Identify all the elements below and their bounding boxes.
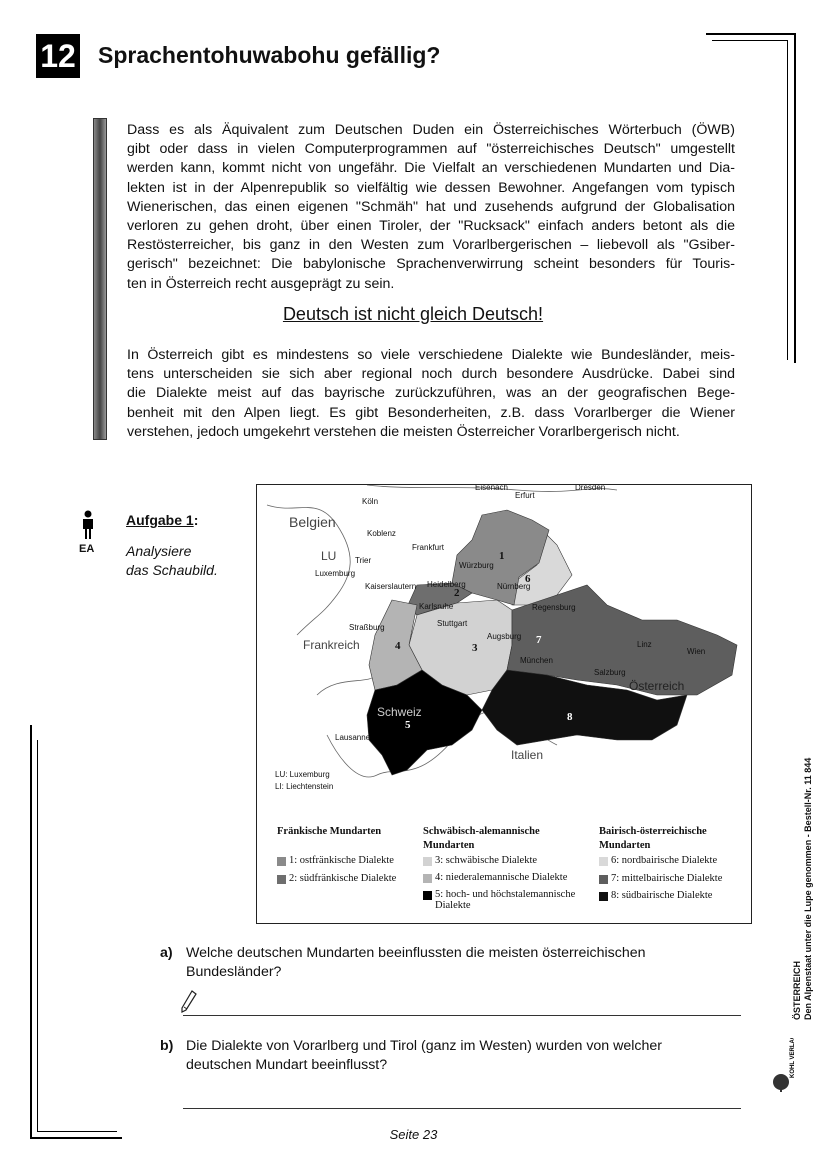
city-label: Straßburg xyxy=(349,623,385,632)
legend-item xyxy=(423,889,588,911)
country-label: Österreich xyxy=(629,679,685,693)
legend-item xyxy=(277,855,394,866)
city-label: Nürnberg xyxy=(497,582,531,591)
task-label-colon: : xyxy=(193,512,199,528)
city-label: München xyxy=(520,656,553,665)
city-label: Linz xyxy=(637,640,652,649)
legend-item xyxy=(423,855,537,866)
region-number: 7 xyxy=(536,634,542,646)
frame-bottom-left-v2 xyxy=(37,740,38,1132)
question-text-line-2: deutschen Mundart beeinflusst? xyxy=(186,1057,388,1073)
swatch xyxy=(423,891,432,900)
legend-text: 3: schwäbische Dialekte xyxy=(435,855,538,866)
text-line: gerisch" bezeichnet: Die babylonische Sprachenverwirrung scheint besonders für Touris- xyxy=(127,256,735,273)
page-title: Sprachentohuwabohu gefällig? xyxy=(98,42,441,68)
city-label: Koblenz xyxy=(367,529,396,538)
text-line: ten in Österreich recht ausgeprägt zu sein. xyxy=(127,275,395,292)
city-label: Köln xyxy=(362,497,379,506)
city-label: Wien xyxy=(687,647,706,656)
city-label: Eisenach xyxy=(475,484,508,492)
region-number: 4 xyxy=(395,640,401,652)
country-label: Belgien xyxy=(289,514,336,530)
city-label: Trier xyxy=(355,556,372,565)
frame-bottom-left-v1 xyxy=(30,725,32,1139)
question-letter: a) xyxy=(160,945,173,961)
abbreviation: LI: Liechtenstein xyxy=(275,782,334,791)
task-instruction-1: Analysiere xyxy=(126,543,192,559)
question-a xyxy=(160,944,646,982)
side-line-2: Den Alpenstaat unter die Lupe genommen - Bestell-Nr. 11 844 xyxy=(803,757,813,1020)
task-label-text: Aufgabe 1 xyxy=(126,512,194,528)
task-label xyxy=(126,512,198,528)
exercise-number: 12 xyxy=(36,34,80,78)
city-label: Frankfurt xyxy=(412,543,445,552)
frame-top-right-v2 xyxy=(787,40,788,360)
legend-text: 1: ostfränkische Dialekte xyxy=(289,855,394,866)
region-number: 5 xyxy=(405,719,411,731)
legend-text: 4: niederalemannische Dialekte xyxy=(435,872,568,883)
text-line: In Österreich gibt es mindestens so viele verschiedene Dialekte wie Bundesländer, meis- xyxy=(127,347,735,363)
text-line: Restösterreicher, bis ganz in den Westen zum Vorarlbergerischen – liebevoll als "Gsiber- xyxy=(127,237,735,254)
legend-text: 6: nordbairische Dialekte xyxy=(611,855,718,866)
city-label: Karlsruhe xyxy=(419,602,454,611)
task-instruction-2: das Schaubild. xyxy=(126,562,218,578)
dialect-map xyxy=(256,484,752,924)
text-line: benheit mit den Alpen liegt. Es gibt Besonderheiten, z.B. dass Vorarlberger die Wiener xyxy=(127,404,735,421)
text-line: Wienerischen, das einen eigenen "Schmäh" hat und zusehends aufgrund der Globalisation xyxy=(127,198,735,215)
text-line: tens unterscheiden sie sich aber regional noch durch besondere Ausdrücke. Dabei sind xyxy=(127,366,735,383)
text-line: gibt oder dass in vielen Computerprogrammen auf "österreichisches Deutsch" umgestellt xyxy=(127,141,735,158)
legend-item xyxy=(423,872,567,883)
city-label: Luxemburg xyxy=(315,569,356,578)
country-label: LU xyxy=(321,549,337,563)
second-paragraph xyxy=(127,346,735,442)
legend-title: Bairisch-österreichische Mundarten xyxy=(599,826,707,851)
city-label: Augsburg xyxy=(487,632,522,641)
country-label: Italien xyxy=(511,748,544,762)
publisher-name: KOHL VERLAG xyxy=(790,1038,796,1078)
side-info xyxy=(792,758,814,1020)
question-text-line-2: Bundesländer? xyxy=(186,964,282,980)
swatch xyxy=(599,892,608,901)
frame-top-right-h2 xyxy=(712,40,788,41)
intro-paragraph xyxy=(127,121,735,294)
text-line: verstehen, jedoch umgekehrt verstehen die meisten Österreicher Vorarlbergerisch nicht. xyxy=(127,423,680,440)
legend-title: Fränkische Mundarten xyxy=(277,826,382,837)
country-label: Schweiz xyxy=(377,705,422,719)
frame-top-right-h1 xyxy=(706,33,796,35)
city-label: Lausanne xyxy=(335,733,371,742)
city-label: Erfurt xyxy=(515,491,535,500)
subheading: Deutsch ist nicht gleich Deutsch! xyxy=(282,304,544,324)
publisher-logo xyxy=(772,1038,798,1092)
side-line-1: ÖSTERREICH xyxy=(792,960,802,1020)
city-label: Salzburg xyxy=(594,668,626,677)
swatch xyxy=(277,875,286,884)
text-line: verloren zu gehen droht, über einen Tiroler, der "Rucksack" einfach anders betont als die xyxy=(127,218,735,235)
region-number: 1 xyxy=(499,550,505,562)
text-line: die Dialekte meist auf das bayrische zurückzuführen, was an der geografischen Bege- xyxy=(127,385,735,402)
legend-item xyxy=(277,873,396,884)
region-number: 2 xyxy=(454,587,460,599)
answer-line-b[interactable] xyxy=(183,1108,741,1109)
legend-item xyxy=(599,873,722,884)
swatch xyxy=(599,875,608,884)
swatch xyxy=(277,857,286,866)
pencil-icon xyxy=(180,990,198,1014)
abbreviation: LU: Luxemburg xyxy=(275,770,330,779)
person-icon xyxy=(80,510,96,540)
legend-text: 5: hoch- und höchstalemannische Dialekte xyxy=(435,889,576,911)
question-letter: b) xyxy=(160,1038,174,1054)
legend-title: Schwäbisch-alemannische Mundarten xyxy=(423,826,540,851)
region-number: 8 xyxy=(567,711,573,723)
city-label: Stuttgart xyxy=(437,619,468,628)
country-label: Frankreich xyxy=(303,638,360,652)
legend-text: 2: südfränkische Dialekte xyxy=(289,873,397,884)
legend-text: 8: südbairische Dialekte xyxy=(611,890,713,901)
legend-item xyxy=(599,855,717,866)
question-b xyxy=(160,1037,662,1075)
question-text-line-1: Die Dialekte von Vorarlberg und Tirol (ganz im Westen) wurden von welcher xyxy=(186,1038,663,1054)
region-number: 3 xyxy=(472,642,478,654)
frame-top-right-v1 xyxy=(794,33,796,363)
text-line: werden kann, kommt nicht von ungefähr. Die Vielfalt an verschiedenen Mundarten und Dia- xyxy=(127,160,735,177)
city-label: Dresden xyxy=(575,484,606,492)
text-line: lekten ist in der Alpenrepublik so vielfältig wie dessen Bewohner. Angefangen vom typisch xyxy=(127,179,735,196)
text-line: Dass es als Äquivalent zum Deutschen Duden ein Österreichisches Wörterbuch (ÖWB) xyxy=(127,122,735,138)
page-number: Seite 23 xyxy=(389,1127,438,1142)
swatch xyxy=(599,857,608,866)
text-accent-bar xyxy=(93,118,107,440)
answer-line-a[interactable] xyxy=(183,1015,741,1016)
city-label: Regensburg xyxy=(532,603,576,612)
city-label: Kaiserslautern xyxy=(365,582,417,591)
legend-text: 7: mittelbairische Dialekte xyxy=(611,873,723,884)
swatch xyxy=(423,874,432,883)
city-label: Heidelberg xyxy=(427,580,466,589)
city-label: Würzburg xyxy=(459,561,494,570)
region-number: 6 xyxy=(525,573,531,585)
swatch xyxy=(423,857,432,866)
legend-item xyxy=(599,890,712,901)
map-graphic xyxy=(257,485,751,820)
question-text-line-1: Welche deutschen Mundarten beeinflussten die meisten österreichischen xyxy=(186,945,646,961)
task-mode: EA xyxy=(79,543,95,555)
